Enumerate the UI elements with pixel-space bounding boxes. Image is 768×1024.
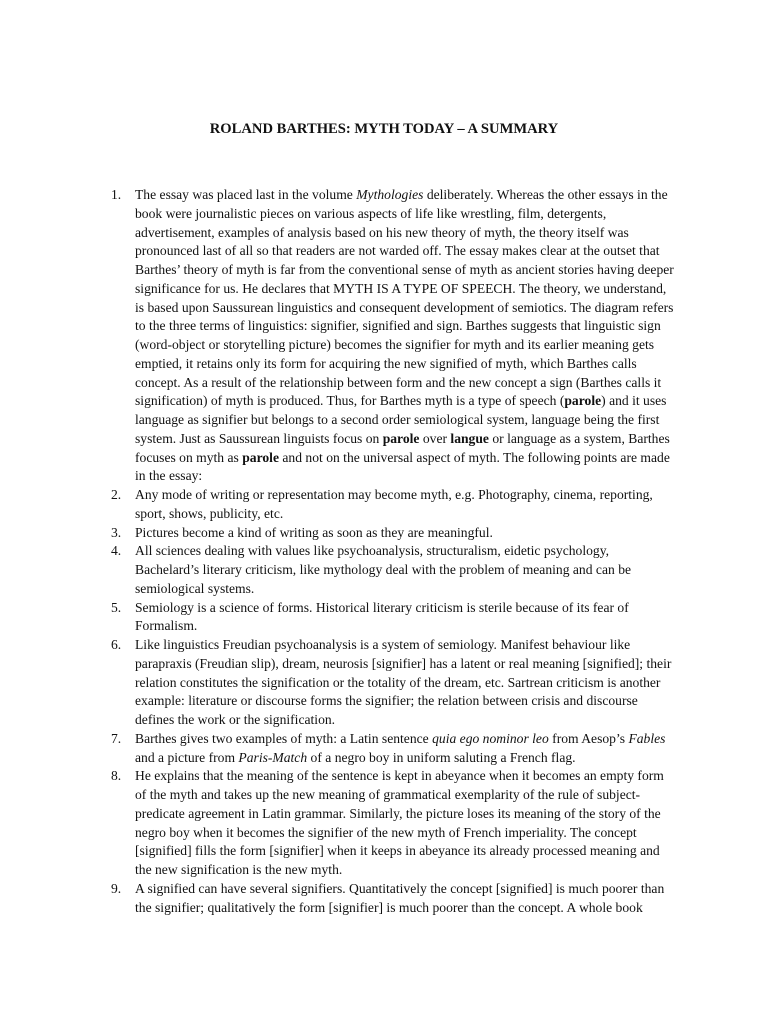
item-text: deliberately. Whereas the other essays in the book were journalistic pieces on various aspects of life like wrestling, film, detergents, advertisement, examples of analysis based on his new theory of myth, the theory itself was pronounced last of all so that readers are not warded off. The essay makes clear at the outset that Barthes’ theory of myth is far from the conventional sense of myth as ancient stories having deeper significance for us. He declares that MYTH IS A TYPE OF SPEECH. The theory, we understand, is based upon Saussurean linguistics and consequent development of semiotics. The diagram refers to the three terms of linguistics: signifier, signified and sign. Barthes suggests that linguistic sign (word-object or storytelling picture) becomes the signifier for myth and its earlier meaning gets emptied, it retains only its form for acquiring the new signified of myth, which Barthes calls concept. As a result of the relationship between form and the new concept a sign (Barthes calls it signification) of myth is produced. Thus, for Barthes myth is a type of speech ( (135, 187, 674, 409)
book-title-mythologies: Mythologies (356, 187, 424, 202)
item-text: He explains that the meaning of the sentence is kept in abeyance when it becomes an empty form of the myth and takes up the new meaning of grammatical exemplarity of the rule of subject-predicate agreement in Latin grammar. Similarly, the picture loses its meaning of the story of the negro boy when it becomes the signifier of the new myth of French imperiality. The concept [signified] fills the form [signifier] when it keeps in abeyance its already processed meaning and the new signification is the new myth. (135, 768, 664, 877)
item-text: Any mode of writing or representation may become myth, e.g. Photography, cinema, reporting, sport, shows, publicity, etc. (135, 487, 653, 521)
list-item (0, 524, 675, 543)
term-langue: langue (450, 430, 489, 446)
item-text: and a picture from (135, 749, 239, 765)
list-item (0, 636, 675, 730)
list-item-number: 9. (111, 880, 122, 896)
item-text: or language as a system, Barthes focuses on myth as (135, 430, 670, 465)
list-item-number: 4. (111, 543, 122, 559)
item-text: A signified can have several signifiers. Quantitatively the concept [signified] is much poorer than the signifier; qualitatively the form [signifier] is much poorer than the concept. A whole book (135, 880, 665, 915)
list-item (0, 542, 675, 598)
term-parole: parole (382, 430, 420, 446)
item-text: ) and it uses language as signifier but belongs to a second order semiological system, language being the first system. Just as Saussurean linguists focus on (135, 393, 667, 446)
magazine-title-paris-match: Paris-Match (238, 749, 308, 765)
item-text: over (419, 430, 451, 446)
list-item-number: 1. (111, 187, 122, 202)
item-text: from Aesop’s (548, 730, 629, 746)
item-text: Semiology is a science of forms. Historical literary criticism is sterile because of its fear of Formalism. (135, 599, 629, 634)
list-item (0, 880, 675, 918)
list-item-number: 6. (111, 637, 122, 652)
item-text: and not on the universal aspect of myth. The following points are made in the essay: (135, 449, 670, 484)
item-text: of a negro boy in uniform saluting a French flag. (307, 749, 576, 765)
item-text: Pictures become a kind of writing as soon as they are meaningful. (135, 524, 493, 540)
list-item-number: 5. (111, 599, 122, 615)
list-item (0, 767, 675, 880)
list-item-number: 2. (111, 487, 122, 502)
list-item-number: 8. (111, 768, 122, 784)
item-text: Like linguistics Freudian psychoanalysis is a system of semiology. Manifest behaviour like parapraxis (Freudian slip), dream, neurosis [signifier] has a latent or real meaning [signified]; their relation constitutes the signification or the totality of the dream, etc. Sartrean criticism is another example: literature or discourse forms the signifier; the relation between crisis and discourse defines the work or the signification. (135, 637, 672, 727)
item-text: Barthes gives two examples of myth: a Latin sentence (135, 730, 433, 746)
list-item (0, 186, 675, 486)
item-text: All sciences dealing with values like psychoanalysis, structuralism, eidetic psychology, Bachelard’s literary criticism, like mythology deal with the problem of meaning and can be semiological systems. (135, 543, 632, 596)
book-title-fables: Fables (628, 730, 666, 746)
item-text: The essay was placed last in the volume (135, 187, 357, 202)
term-parole: parole (242, 449, 279, 465)
list-item (0, 730, 675, 768)
term-parole: parole (564, 393, 602, 409)
summary-list (0, 186, 675, 917)
list-item-number: 3. (111, 524, 122, 540)
latin-sentence: quia ego nominor leo (432, 730, 549, 746)
list-item-number: 7. (111, 730, 122, 746)
document-title: ROLAND BARTHES: MYTH TODAY – A SUMMARY (209, 121, 559, 137)
list-item (0, 486, 675, 524)
list-item (0, 599, 675, 637)
